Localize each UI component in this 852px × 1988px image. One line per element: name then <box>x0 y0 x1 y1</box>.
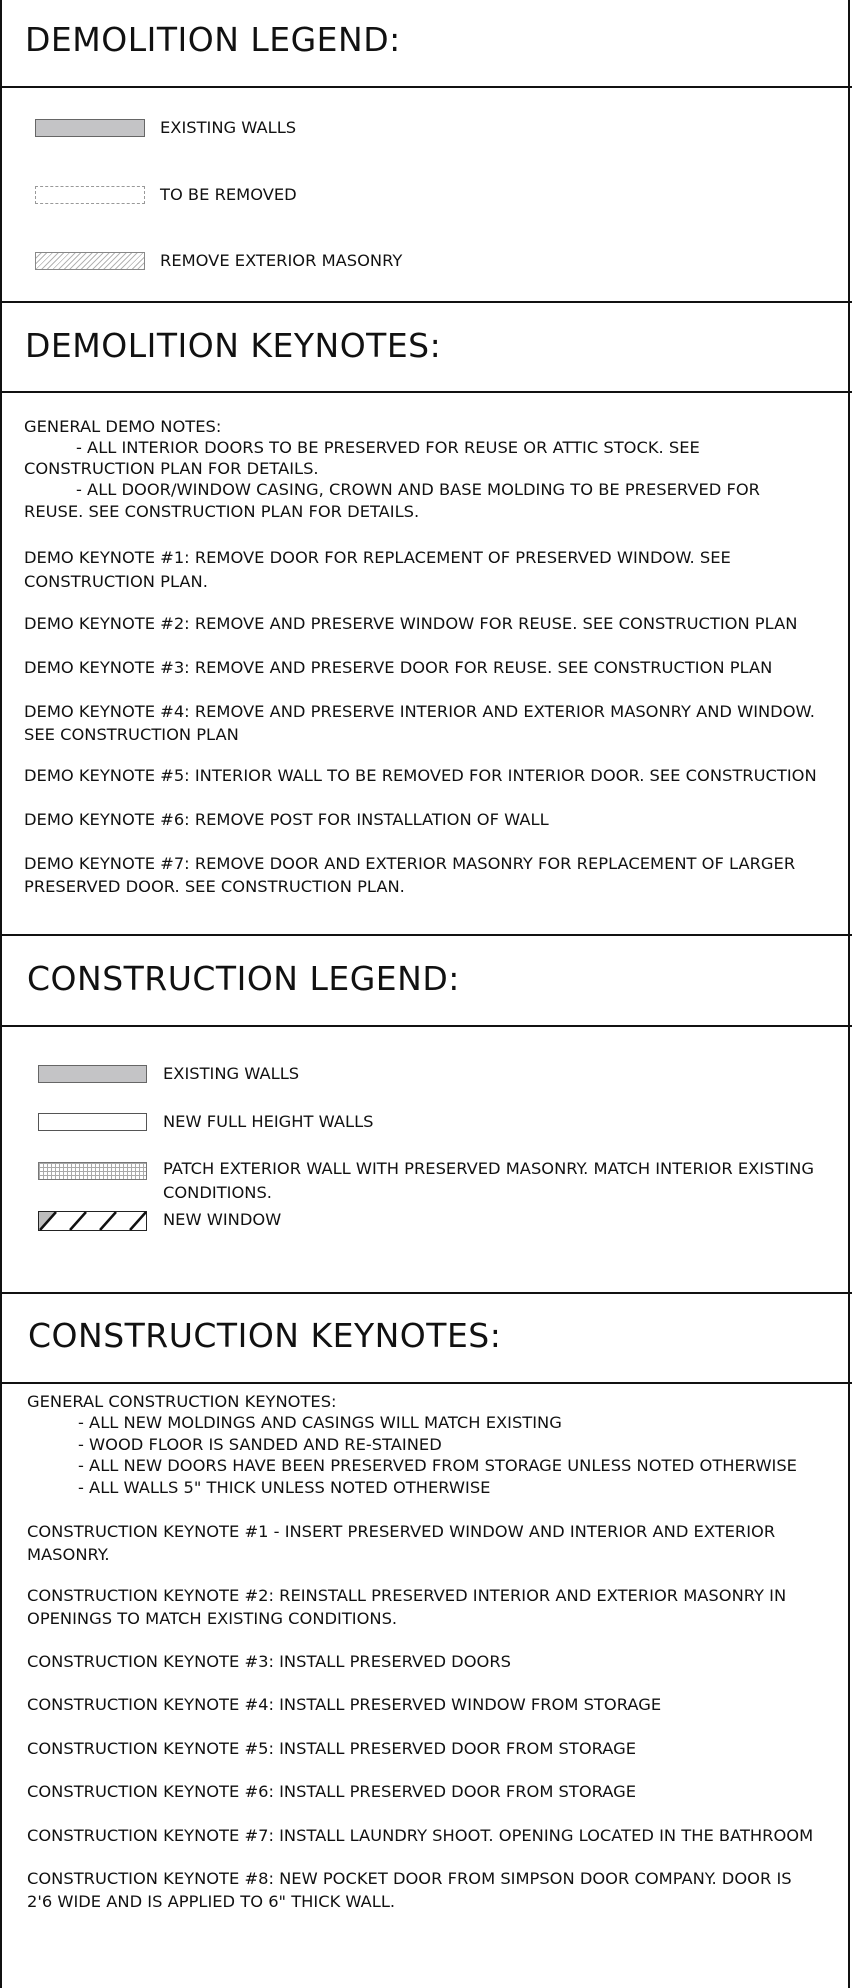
demo-keynote: DEMO KEYNOTE #6: REMOVE POST FOR INSTALLATION OF WALL <box>24 810 549 829</box>
section-divider <box>2 1382 852 1384</box>
construction-legend-title: CONSTRUCTION LEGEND: <box>27 959 460 998</box>
general-construction-note-line: - ALL NEW DOORS HAVE BEEN PRESERVED FROM STORAGE UNLESS NOTED OTHERWISE <box>78 1456 797 1475</box>
general-construction-note-line: - ALL WALLS 5" THICK UNLESS NOTED OTHERWISE <box>78 1478 491 1497</box>
patch-masonry-swatch <box>38 1162 147 1180</box>
demo-keynote: CONSTRUCTION PLAN. <box>24 572 208 591</box>
section-divider <box>2 1292 852 1294</box>
existing-walls-swatch <box>35 119 145 137</box>
construction-keynote: 2'6 WIDE AND IS APPLIED TO 6" THICK WALL. <box>27 1892 396 1911</box>
demolition-legend-title: DEMOLITION LEGEND: <box>25 20 401 59</box>
general-construction-keynotes-heading: GENERAL CONSTRUCTION KEYNOTES: <box>27 1392 337 1411</box>
legend-label-patch-masonry: PATCH EXTERIOR WALL WITH PRESERVED MASONRY. MATCH INTERIOR EXISTING <box>163 1159 814 1178</box>
construction-keynote: CONSTRUCTION KEYNOTE #7: INSTALL LAUNDRY SHOOT. OPENING LOCATED IN THE BATHROOM <box>27 1826 814 1845</box>
to-be-removed-swatch <box>35 186 145 204</box>
demo-keynote: DEMO KEYNOTE #1: REMOVE DOOR FOR REPLACEMENT OF PRESERVED WINDOW. SEE <box>24 548 731 567</box>
demo-keynote: DEMO KEYNOTE #5: INTERIOR WALL TO BE REMOVED FOR INTERIOR DOOR. SEE CONSTRUCTION <box>24 766 817 785</box>
general-construction-note-line: - WOOD FLOOR IS SANDED AND RE-STAINED <box>78 1435 442 1454</box>
construction-keynote: MASONRY. <box>27 1545 110 1564</box>
construction-keynote: CONSTRUCTION KEYNOTE #4: INSTALL PRESERVED WINDOW FROM STORAGE <box>27 1695 662 1714</box>
new-window-swatch <box>38 1211 148 1233</box>
construction-keynote: CONSTRUCTION KEYNOTE #3: INSTALL PRESERVED DOORS <box>27 1652 511 1671</box>
general-demo-notes-heading: GENERAL DEMO NOTES: <box>24 417 222 436</box>
legend-label-new-window: NEW WINDOW <box>163 1210 282 1229</box>
legend-label-existing-walls: EXISTING WALLS <box>163 1064 300 1083</box>
demo-keynote: DEMO KEYNOTE #4: REMOVE AND PRESERVE INTERIOR AND EXTERIOR MASONRY AND WINDOW. <box>24 702 815 721</box>
general-construction-note-line: - ALL NEW MOLDINGS AND CASINGS WILL MATCH EXISTING <box>78 1413 562 1432</box>
remove-masonry-swatch <box>35 252 145 270</box>
construction-keynote: CONSTRUCTION KEYNOTE #5: INSTALL PRESERVED DOOR FROM STORAGE <box>27 1739 637 1758</box>
new-full-height-walls-swatch <box>38 1113 147 1131</box>
section-divider <box>2 391 852 393</box>
legend-label-existing-walls: EXISTING WALLS <box>160 118 297 137</box>
construction-keynotes-title: CONSTRUCTION KEYNOTES: <box>28 1316 502 1355</box>
demo-keynote: PRESERVED DOOR. SEE CONSTRUCTION PLAN. <box>24 877 405 896</box>
construction-keynote: OPENINGS TO MATCH EXISTING CONDITIONS. <box>27 1609 398 1628</box>
legend-label-to-be-removed: TO BE REMOVED <box>160 185 297 204</box>
legend-label-patch-masonry-cont: CONDITIONS. <box>163 1183 272 1202</box>
demo-keynote: SEE CONSTRUCTION PLAN <box>24 725 239 744</box>
legend-label-new-walls: NEW FULL HEIGHT WALLS <box>163 1112 374 1131</box>
general-demo-note-line: REUSE. SEE CONSTRUCTION PLAN FOR DETAILS. <box>24 502 420 521</box>
legend-label-remove-masonry: REMOVE EXTERIOR MASONRY <box>160 251 403 270</box>
construction-keynote: CONSTRUCTION KEYNOTE #8: NEW POCKET DOOR FROM SIMPSON DOOR COMPANY. DOOR IS <box>27 1869 792 1888</box>
demolition-keynotes-title: DEMOLITION KEYNOTES: <box>25 326 442 365</box>
existing-walls-swatch <box>38 1065 147 1083</box>
construction-keynote: CONSTRUCTION KEYNOTE #1 - INSERT PRESERVED WINDOW AND INTERIOR AND EXTERIOR <box>27 1522 776 1541</box>
section-divider <box>2 301 852 303</box>
general-demo-note-line: - ALL INTERIOR DOORS TO BE PRESERVED FOR REUSE OR ATTIC STOCK. SEE <box>76 438 700 457</box>
general-demo-note-line: - ALL DOOR/WINDOW CASING, CROWN AND BASE MOLDING TO BE PRESERVED FOR <box>76 480 760 499</box>
general-demo-note-line: CONSTRUCTION PLAN FOR DETAILS. <box>24 459 319 478</box>
demo-keynote: DEMO KEYNOTE #3: REMOVE AND PRESERVE DOOR FOR REUSE. SEE CONSTRUCTION PLAN <box>24 658 773 677</box>
construction-keynote: CONSTRUCTION KEYNOTE #2: REINSTALL PRESERVED INTERIOR AND EXTERIOR MASONRY IN <box>27 1586 787 1605</box>
section-divider <box>2 934 852 936</box>
section-divider <box>2 86 852 88</box>
demo-keynote: DEMO KEYNOTE #7: REMOVE DOOR AND EXTERIOR MASONRY FOR REPLACEMENT OF LARGER <box>24 854 796 873</box>
construction-keynote: CONSTRUCTION KEYNOTE #6: INSTALL PRESERVED DOOR FROM STORAGE <box>27 1782 637 1801</box>
demo-keynote: DEMO KEYNOTE #2: REMOVE AND PRESERVE WINDOW FOR REUSE. SEE CONSTRUCTION PLAN <box>24 614 798 633</box>
section-divider <box>2 1025 852 1027</box>
